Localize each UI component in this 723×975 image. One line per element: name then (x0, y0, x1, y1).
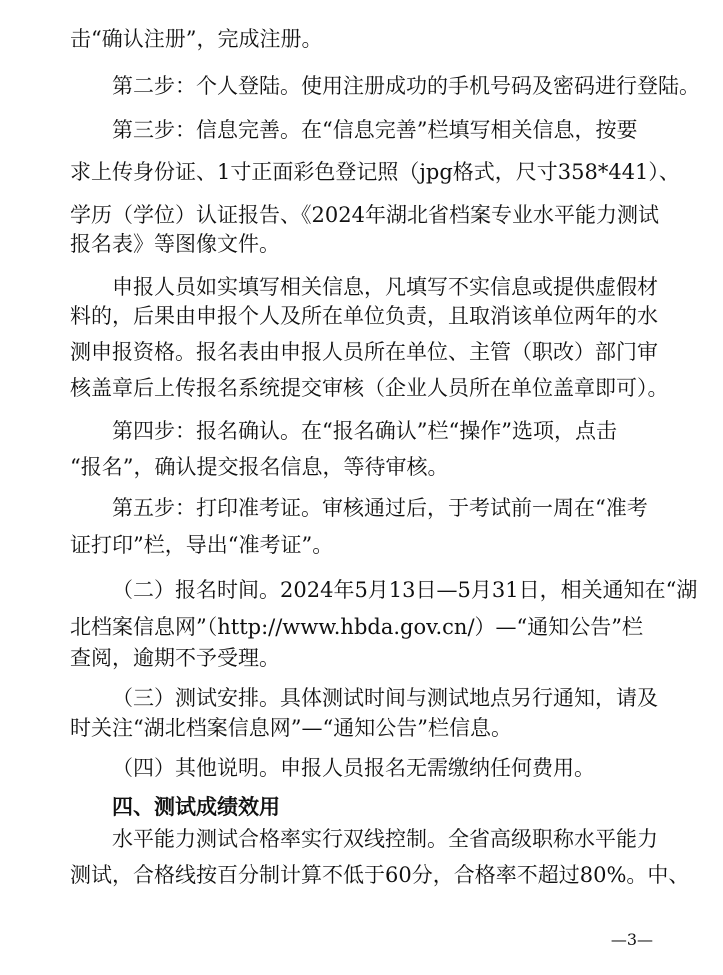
section-heading: 四、测试成绩效用 (112, 795, 280, 819)
page-number: —3— (610, 930, 653, 949)
text-line-6: 报名表》等图像文件。 (70, 232, 280, 256)
text-line-18: （三）测试安排。具体测试时间与测试地点另行通知，请及 (112, 686, 658, 710)
text-line-1: 击“确认注册”，完成注册。 (70, 27, 323, 51)
text-line-14: 证打印”栏，导出“准考证”。 (70, 533, 334, 557)
text-line-12: “报名”，确认提交报名信息，等待审核。 (70, 455, 449, 479)
text-line-9: 测申报资格。报名表由申报人员所在单位、主管（职改）部门审 (70, 340, 658, 364)
text-line-11: 第四步：报名确认。在“报名确认”栏“操作”选项，点击 (112, 419, 617, 443)
text-line-2: 第二步：个人登陆。使用注册成功的手机号码及密码进行登陆。 (112, 74, 700, 98)
text-line-10: 核盖章后上传报名系统提交审核（企业人员所在单位盖章即可）。 (70, 376, 669, 400)
text-line-19: 时关注“湖北档案信息网”—“通知公告”栏信息。 (70, 716, 512, 740)
text-line-4: 求上传身份证、1寸正面彩色登记照（jpg格式，尺寸358*441）、 (70, 160, 680, 184)
text-line-16: 北档案信息网”（http://www.hbda.gov.cn/）—“通知公告”栏 (70, 615, 643, 639)
text-line-23: 测试，合格线按百分制计算不低于60分，合格率不超过80%。中、 (70, 863, 690, 887)
text-line-3: 第三步：信息完善。在“信息完善”栏填写相关信息，按要 (112, 118, 638, 142)
text-line-5: 学历（学位）认证报告、《2024年湖北省档案专业水平能力测试 (70, 203, 659, 227)
text-line-15: （二）报名时间。2024年5月13日—5月31日，相关通知在“湖 (112, 578, 698, 602)
text-line-13: 第五步：打印准考证。审核通过后，于考试前一周在“准考 (112, 496, 648, 520)
text-line-7: 申报人员如实填写相关信息，凡填写不实信息或提供虚假材 (112, 275, 658, 299)
text-line-17: 查阅，逾期不予受理。 (70, 646, 280, 670)
text-line-8: 料的，后果由申报个人及所在单位负责，且取消该单位两年的水 (70, 304, 658, 328)
text-line-22: 水平能力测试合格率实行双线控制。全省高级职称水平能力 (112, 827, 658, 851)
text-line-20: （四）其他说明。申报人员报名无需缴纳任何费用。 (112, 756, 595, 780)
